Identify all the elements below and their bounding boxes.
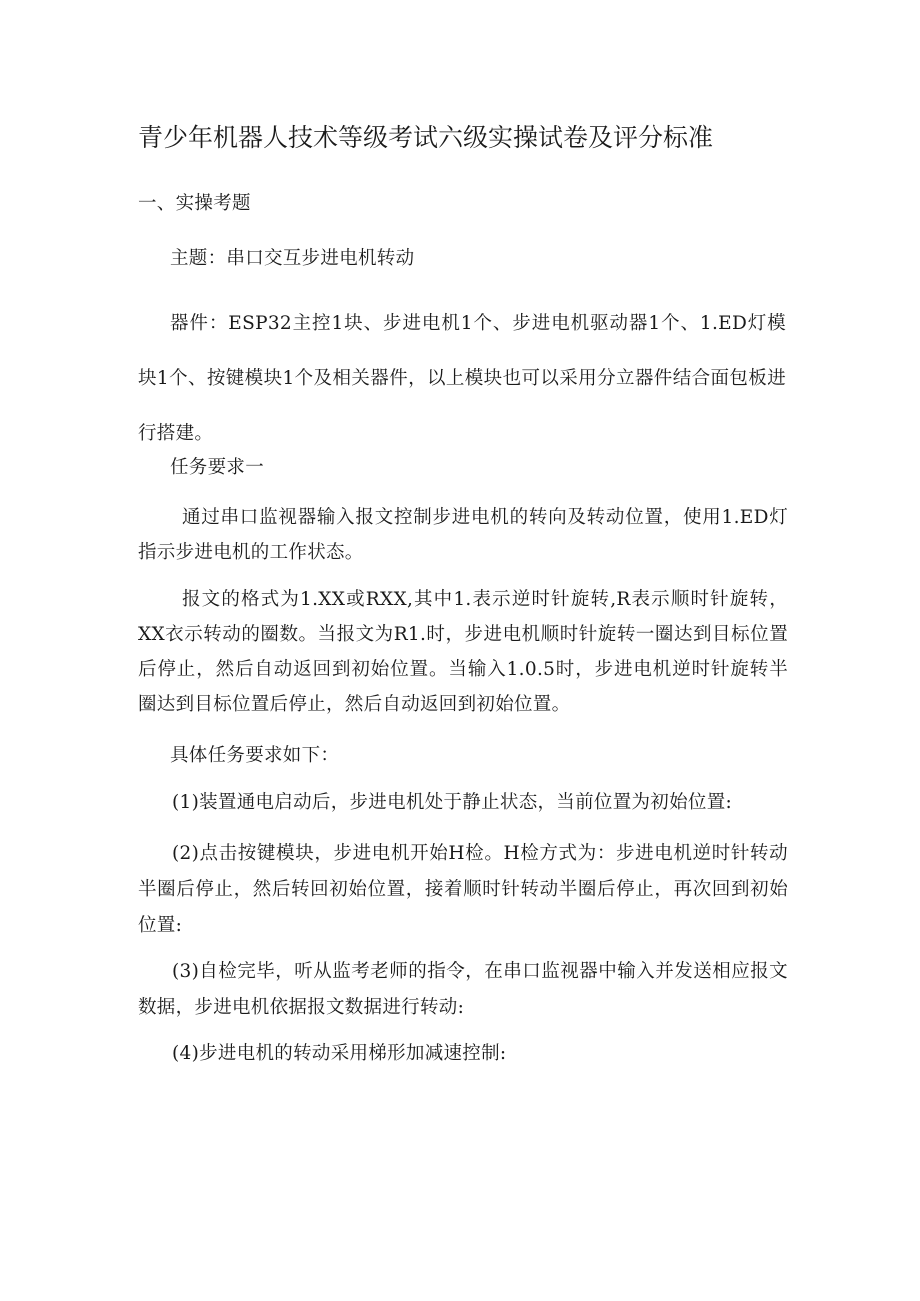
task-paragraph-2: 报文的格式为1.XX或RXX,其中1.表示逆时针旋转,R表示顺时针旋转，XX衣示转动的圈数。当报文为R1.时，步进电机顺时针旋转一圈达到目标位置后停止，然后自动返回到初始位置。当输入1.0.5时，步进电机逆时针旋转半圈达到目标位置后停止，然后自动返回到初始位置。 bbox=[138, 589, 788, 715]
requirements-heading: 具体任务要求如下： bbox=[170, 745, 340, 766]
requirement-item-4: (4)步进电机的转动采用梯形加减速控制: bbox=[172, 1043, 507, 1064]
topic-line: 主题：串口交互步进电机转动 bbox=[170, 248, 415, 269]
requirement-item-3: (3)自检完毕，听从监考老师的指令，在串口监视器中输入并发送相应报文数据，步进电机依据报文数据进行转动: bbox=[138, 961, 788, 1018]
document-title: 青少年机器人技术等级考试六级实操试卷及评分标准 bbox=[138, 123, 714, 152]
section-heading: 一、实操考题 bbox=[138, 193, 251, 214]
task-heading: 任务要求一 bbox=[170, 457, 265, 478]
components-paragraph: 器件：ESP32主控1块、步进电机1个、步进电机驱动器1个、1.ED灯模块1个、按键模块1个及相关器件，以上模块也可以采用分立器件结合面包板进行搭建。 bbox=[138, 313, 786, 444]
task-paragraph-1: 通过串口监视器输入报文控制步进电机的转向及转动位置，使用1.ED灯指示步进电机的工作状态。 bbox=[138, 507, 788, 563]
requirement-item-2: (2)点击按键模块，步进电机开始H检。H检方式为：步进电机逆时针转动半圈后停止，然后转回初始位置，接着顺时针转动半圈后停止，再次回到初始位置: bbox=[138, 843, 788, 936]
requirement-item-1: (1)装置通电启动后，步进电机处于静止状态，当前位置为初始位置: bbox=[172, 792, 733, 813]
